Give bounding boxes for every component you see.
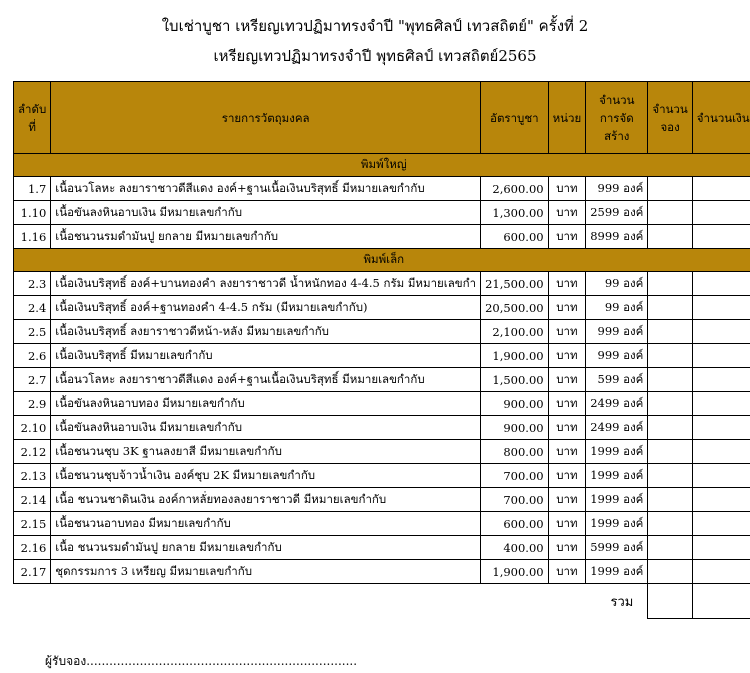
item-price: 2,600.00 (481, 177, 549, 201)
item-quantity: 1999 องค์ (586, 560, 648, 584)
header-unit: หน่วย (548, 82, 586, 154)
item-price: 1,900.00 (481, 344, 549, 368)
table-row (14, 440, 750, 464)
reserve-input-cell[interactable] (648, 272, 692, 296)
amount-input-cell[interactable] (692, 272, 750, 296)
item-name: เนื้อเงินบริสุทธิ์ องค์+บานทองคำ ลงยาราชาวดี น้ำหนักทอง 4-4.5 กรัม มีหมายเลขกำ (51, 272, 481, 296)
item-name: เนื้อเงินบริสุทธิ์ มีหมายเลขกำกับ (51, 344, 481, 368)
amount-input-cell[interactable] (692, 296, 750, 320)
item-unit: บาท (548, 201, 586, 225)
amount-input-cell[interactable] (692, 416, 750, 440)
item-name: เนื้อขันลงหินอาบเงิน มีหมายเลขกำกับ (51, 201, 481, 225)
amount-input-cell[interactable] (692, 368, 750, 392)
item-unit: บาท (548, 344, 586, 368)
reserve-input-cell[interactable] (648, 512, 692, 536)
item-unit: บาท (548, 440, 586, 464)
table-row (14, 272, 750, 296)
reserve-input-cell[interactable] (648, 320, 692, 344)
item-quantity: 999 องค์ (586, 320, 648, 344)
header-price: อัตราบูชา (481, 82, 549, 154)
item-price: 800.00 (481, 440, 549, 464)
item-price: 700.00 (481, 488, 549, 512)
item-price: 900.00 (481, 392, 549, 416)
reserve-input-cell[interactable] (648, 344, 692, 368)
table-row (14, 201, 750, 225)
section-label: พิมพ์ใหญ่ (14, 154, 750, 177)
item-name: เนื้อนวโลหะ ลงยาราชาวดีสีแดง องค์+ฐานเนื้อเงินบริสุทธิ์ มีหมายเลขกำกับ (51, 368, 481, 392)
item-price: 1,300.00 (481, 201, 549, 225)
amount-input-cell[interactable] (692, 344, 750, 368)
table-body (14, 154, 750, 619)
item-number: 1.7 (14, 177, 51, 201)
reserve-input-cell[interactable] (648, 177, 692, 201)
item-unit: บาท (548, 416, 586, 440)
item-number: 2.9 (14, 392, 51, 416)
item-name: เนื้อนวโลหะ ลงยาราชาวดีสีแดง องค์+ฐานเนื้อเงินบริสุทธิ์ มีหมายเลขกำกับ (51, 177, 481, 201)
item-number: 2.5 (14, 320, 51, 344)
item-quantity: 99 องค์ (586, 272, 648, 296)
table-row (14, 560, 750, 584)
item-number: 2.7 (14, 368, 51, 392)
table-row (14, 344, 750, 368)
item-quantity: 99 องค์ (586, 296, 648, 320)
item-number: 2.6 (14, 344, 51, 368)
reserve-input-cell[interactable] (648, 201, 692, 225)
item-quantity: 5999 องค์ (586, 536, 648, 560)
table-row (14, 416, 750, 440)
amount-input-cell[interactable] (692, 440, 750, 464)
header-item: รายการวัตถุมงคล (51, 82, 481, 154)
item-quantity: 999 องค์ (586, 344, 648, 368)
item-name: เนื้อชนวนรมดำมันปู ยกลาย มีหมายเลขกำกับ (51, 225, 481, 249)
item-price: 700.00 (481, 464, 549, 488)
item-name: เนื้อ ชนวนรมดำมันปู ยกลาย มีหมายเลขกำกับ (51, 536, 481, 560)
header-made: จำนวนการจัดสร้าง (586, 82, 648, 154)
table-row (14, 177, 750, 201)
total-amount-cell[interactable] (692, 584, 750, 619)
table-row (14, 512, 750, 536)
item-number: 2.12 (14, 440, 51, 464)
header-amount: จำนวนเงิน (692, 82, 750, 154)
item-unit: บาท (548, 296, 586, 320)
item-quantity: 1999 องค์ (586, 512, 648, 536)
item-name: เนื้อเงินบริสุทธิ์ ลงยาราชาวดีหน้า-หลัง มีหมายเลขกำกับ (51, 320, 481, 344)
item-quantity: 999 องค์ (586, 177, 648, 201)
section-row-small (14, 249, 750, 272)
item-quantity: 1999 องค์ (586, 464, 648, 488)
table-row (14, 296, 750, 320)
item-number: 1.16 (14, 225, 51, 249)
total-reserve-cell[interactable] (648, 584, 692, 619)
item-name: เนื้อชนวนชุบจ้าวน้ำเงิน องค์ชุบ 2K มีหมายเลขกำกับ (51, 464, 481, 488)
item-quantity: 1999 องค์ (586, 440, 648, 464)
item-name: เนื้อเงินบริสุทธิ์ องค์+ฐานทองคำ 4-4.5 กรัม (มีหมายเลขกำกับ) (51, 296, 481, 320)
item-number: 2.17 (14, 560, 51, 584)
item-quantity: 2599 องค์ (586, 201, 648, 225)
amount-input-cell[interactable] (692, 320, 750, 344)
item-name: เนื้อขันลงหินอาบเงิน มีหมายเลขกำกับ (51, 416, 481, 440)
table-row (14, 536, 750, 560)
table-row (14, 225, 750, 249)
item-price: 1,900.00 (481, 560, 549, 584)
item-name: เนื้อขันลงหินอาบทอง มีหมายเลขกำกับ (51, 392, 481, 416)
item-number: 2.15 (14, 512, 51, 536)
reserve-input-cell[interactable] (648, 392, 692, 416)
item-number: 2.14 (14, 488, 51, 512)
item-quantity: 8999 องค์ (586, 225, 648, 249)
amount-input-cell[interactable] (692, 488, 750, 512)
amount-input-cell[interactable] (692, 560, 750, 584)
item-name: เนื้อชนวนชุบ 3K ฐานลงยาสี มีหมายเลขกำกับ (51, 440, 481, 464)
item-unit: บาท (548, 272, 586, 296)
item-unit: บาท (548, 368, 586, 392)
item-name: ชุดกรรมการ 3 เหรียญ มีหมายเลขกำกับ (51, 560, 481, 584)
amount-input-cell[interactable] (692, 464, 750, 488)
item-unit: บาท (548, 320, 586, 344)
header-no: ลำดับที่ (14, 82, 51, 154)
item-price: 400.00 (481, 536, 549, 560)
amount-input-cell[interactable] (692, 225, 750, 249)
item-price: 900.00 (481, 416, 549, 440)
item-name: เนื้อ ชนวนชาดินเงิน องค์กาหลั่ยทองลงยาราชาวดี มีหมายเลขกำกับ (51, 488, 481, 512)
table-header-row (14, 82, 750, 154)
reserve-input-cell[interactable] (648, 536, 692, 560)
item-unit: บาท (548, 392, 586, 416)
header-reserve: จำนวนจอง (648, 82, 692, 154)
item-name: เนื้อชนวนอาบทอง มีหมายเลขกำกับ (51, 512, 481, 536)
total-row (14, 584, 750, 619)
table-row (14, 320, 750, 344)
item-unit: บาท (548, 464, 586, 488)
amount-input-cell[interactable] (692, 201, 750, 225)
reserve-input-cell[interactable] (648, 464, 692, 488)
amount-input-cell[interactable] (692, 177, 750, 201)
item-unit: บาท (548, 488, 586, 512)
item-unit: บาท (548, 560, 586, 584)
section-label: พิมพ์เล็ก (14, 249, 750, 272)
item-quantity: 2499 องค์ (586, 416, 648, 440)
table-row (14, 488, 750, 512)
item-price: 20,500.00 (481, 296, 549, 320)
document-subtitle: เหรียญเทวปฏิมาทรงจำปี พุทธศิลป์ เทวสถิตย์2565 (213, 47, 537, 65)
item-number: 1.10 (14, 201, 51, 225)
item-price: 600.00 (481, 512, 549, 536)
document-title: ใบเช่าบูชา เหรียญเทวปฏิมาทรงจำปี "พุทธศิลป์ เทวสถิตย์" ครั้งที่ 2 (161, 17, 589, 35)
item-quantity: 2499 องค์ (586, 392, 648, 416)
reserve-input-cell[interactable] (648, 416, 692, 440)
item-quantity: 1999 องค์ (586, 488, 648, 512)
order-table (13, 81, 750, 619)
table-row (14, 464, 750, 488)
item-price: 21,500.00 (481, 272, 549, 296)
reserve-input-cell[interactable] (648, 560, 692, 584)
item-price: 2,100.00 (481, 320, 549, 344)
item-unit: บาท (548, 225, 586, 249)
section-row-large (14, 154, 750, 177)
table-row (14, 392, 750, 416)
receiver-signature-line: ผู้รับจอง....................................................................... (45, 654, 358, 668)
item-unit: บาท (548, 536, 586, 560)
item-price: 600.00 (481, 225, 549, 249)
item-unit: บาท (548, 512, 586, 536)
reserve-input-cell[interactable] (648, 440, 692, 464)
item-price: 1,500.00 (481, 368, 549, 392)
total-label: รวม (610, 594, 634, 610)
reserve-input-cell[interactable] (648, 225, 692, 249)
amount-input-cell[interactable] (692, 512, 750, 536)
item-unit: บาท (548, 177, 586, 201)
item-quantity: 599 องค์ (586, 368, 648, 392)
amount-input-cell[interactable] (692, 536, 750, 560)
table-row (14, 368, 750, 392)
item-number: 2.10 (14, 416, 51, 440)
item-number: 2.13 (14, 464, 51, 488)
reserve-input-cell[interactable] (648, 488, 692, 512)
item-number: 2.4 (14, 296, 51, 320)
reserve-input-cell[interactable] (648, 368, 692, 392)
item-number: 2.3 (14, 272, 51, 296)
amount-input-cell[interactable] (692, 392, 750, 416)
item-number: 2.16 (14, 536, 51, 560)
reserve-input-cell[interactable] (648, 296, 692, 320)
